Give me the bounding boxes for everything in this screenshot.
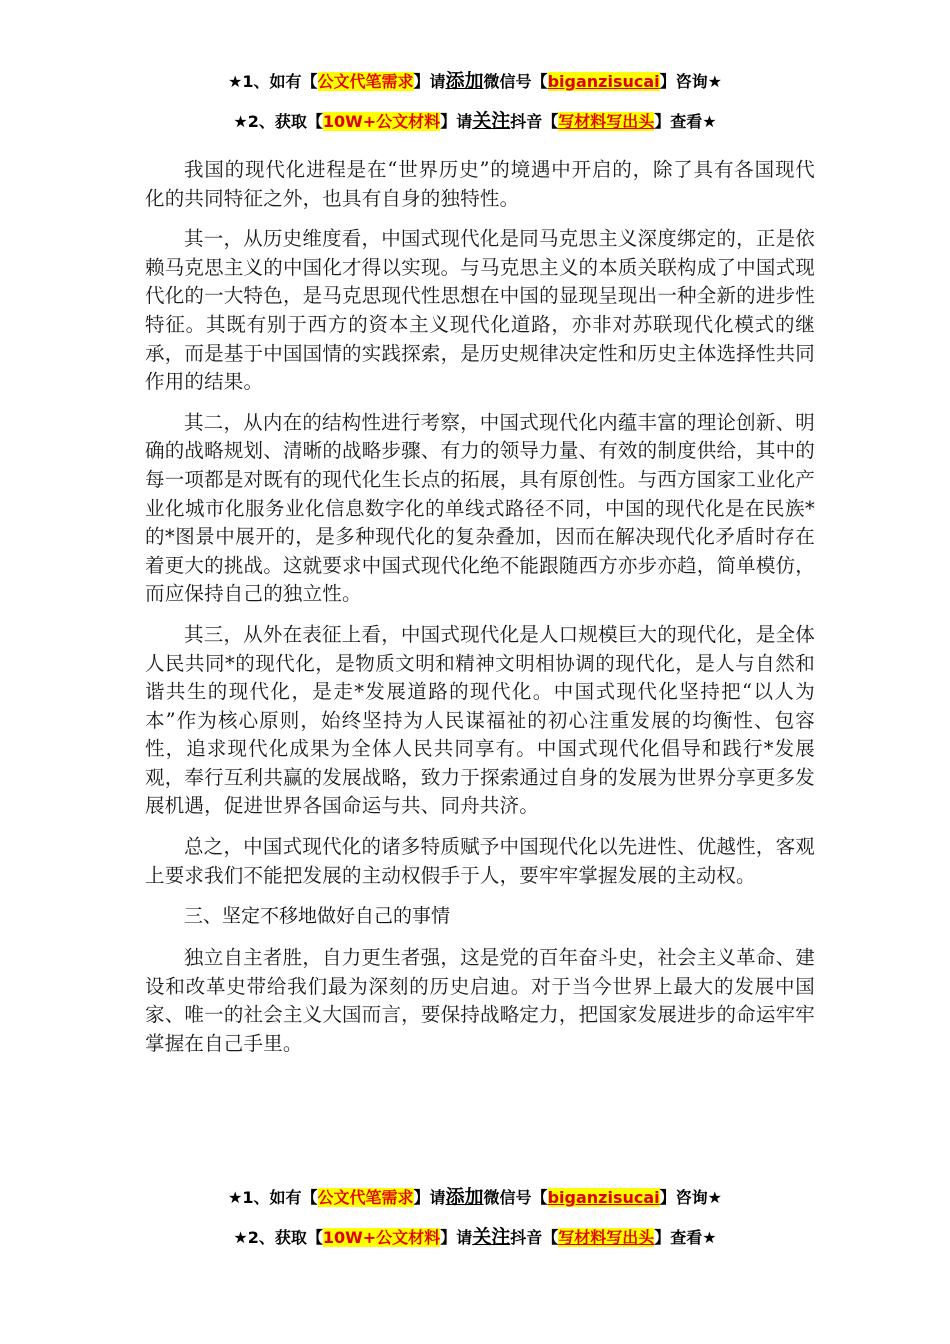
wechat-id: biganzisucai <box>547 72 660 91</box>
highlight-materials: 10W+公文材料 <box>322 1228 441 1247</box>
banner-text: ★2、获取【 <box>233 112 323 131</box>
emphasis-text: 关注 <box>472 110 511 132</box>
banner-text: 】请 <box>440 1228 473 1247</box>
banner-text: 微信号【 <box>483 72 548 91</box>
wechat-id: biganzisucai <box>547 1188 660 1207</box>
emphasis-text: 关注 <box>472 1226 511 1248</box>
douyin-id: 写材料写出头 <box>558 112 655 131</box>
paragraph-first-point: 其一，从历史维度看，中国式现代化是同马克思主义深度绑定的，正是依赖马克思主义的中国化才得以实现。与马克思主义的本质关联构成了中国式现代化的一大特色，是马克思现代性思想在中国的显现呈现出一种全新的进步性特征。其既有别于西方的资本主义现代化道路，亦非对苏联现代化模式的继承，而是基于中国国情的实践探索，是历史规律决定性和历史主体选择性共同作用的结果。 <box>145 227 815 394</box>
paragraph-summary: 总之，中国式现代化的诸多特质赋予中国现代化以先进性、优越性，客观上要求我们不能把发展的主动权假手于人，要牢牢掌握发展的主动权。 <box>145 835 815 887</box>
promo-banner-line-1 <box>0 70 950 93</box>
section-heading: 三、坚定不移地做好自己的事情 <box>184 905 451 928</box>
emphasis-text: 添加 <box>445 70 484 92</box>
banner-text: 】请 <box>413 1188 446 1207</box>
banner-text: 抖音【 <box>510 1228 559 1247</box>
document-body <box>145 156 815 1071</box>
highlight-materials: 10W+公文材料 <box>322 112 441 131</box>
banner-text: 抖音【 <box>510 112 559 131</box>
promo-banner-line-1-bottom <box>0 1186 950 1209</box>
douyin-id: 写材料写出头 <box>558 1228 655 1247</box>
emphasis-text: 添加 <box>445 1186 484 1208</box>
highlight-service: 公文代笔需求 <box>317 1188 414 1207</box>
highlight-service: 公文代笔需求 <box>317 72 414 91</box>
banner-text: 微信号【 <box>483 1188 548 1207</box>
paragraph-section-three: 独立自主者胜，自力更生者强，这是党的百年奋斗史，社会主义革命、建设和改革史带给我们最为深刻的历史启迪。对于当今世界上最大的发展中国家、唯一的社会主义大国而言，要保持战略定力，把国家发展进步的命运牢牢掌握在自己手里。 <box>145 946 815 1056</box>
promo-banner-line-2-bottom <box>0 1226 950 1249</box>
paragraph-second-point: 其二，从内在的结构性进行考察，中国式现代化内蕴丰富的理论创新、明确的战略规划、清晰的战略步骤、有力的领导力量、有效的制度供给，其中的每一项都是对既有的现代化生长点的拓展，具有原创性。与西方国家工业化产业化城市化服务业化信息数字化的单线式路径不同，中国的现代化是在民族*的*图景中展开的，是多种现代化的复杂叠加，因而在解决现代化矛盾时存在着更大的挑战。这就要求中国式现代化绝不能跟随西方亦步亦趋，简单模仿，而应保持自己的独立性。 <box>145 410 815 606</box>
paragraph-intro: 我国的现代化进程是在“世界历史”的境遇中开启的，除了具有各国现代化的共同特征之外，也具有自身的独特性。 <box>145 158 815 210</box>
banner-text: 】查看★ <box>654 1228 717 1247</box>
paragraph-third-point: 其三，从外在表征上看，中国式现代化是人口规模巨大的现代化，是全体人民共同*的现代化，是物质文明和精神文明相协调的现代化，是人与自然和谐共生的现代化，是走*发展道路的现代化。中国式现代化坚持把“以人为本”作为核心原则，始终坚持为人民谋福祉的初心注重发展的均衡性、包容性，追求现代化成果为全体人民共同享有。中国式现代化倡导和践行*发展观，奉行互利共赢的发展战略，致力于探索通过自身的发展为世界分享更多发展机遇，促进世界各国命运与共、同舟共济。 <box>145 622 815 818</box>
banner-text: 】查看★ <box>654 112 717 131</box>
banner-text: ★1、如有【 <box>228 72 318 91</box>
banner-text: ★2、获取【 <box>233 1228 323 1247</box>
banner-text: 】请 <box>440 112 473 131</box>
promo-banner-line-2 <box>0 110 950 133</box>
banner-text: 】咨询★ <box>659 1188 722 1207</box>
banner-text: 】请 <box>413 72 446 91</box>
banner-text: 】咨询★ <box>659 72 722 91</box>
banner-text: ★1、如有【 <box>228 1188 318 1207</box>
